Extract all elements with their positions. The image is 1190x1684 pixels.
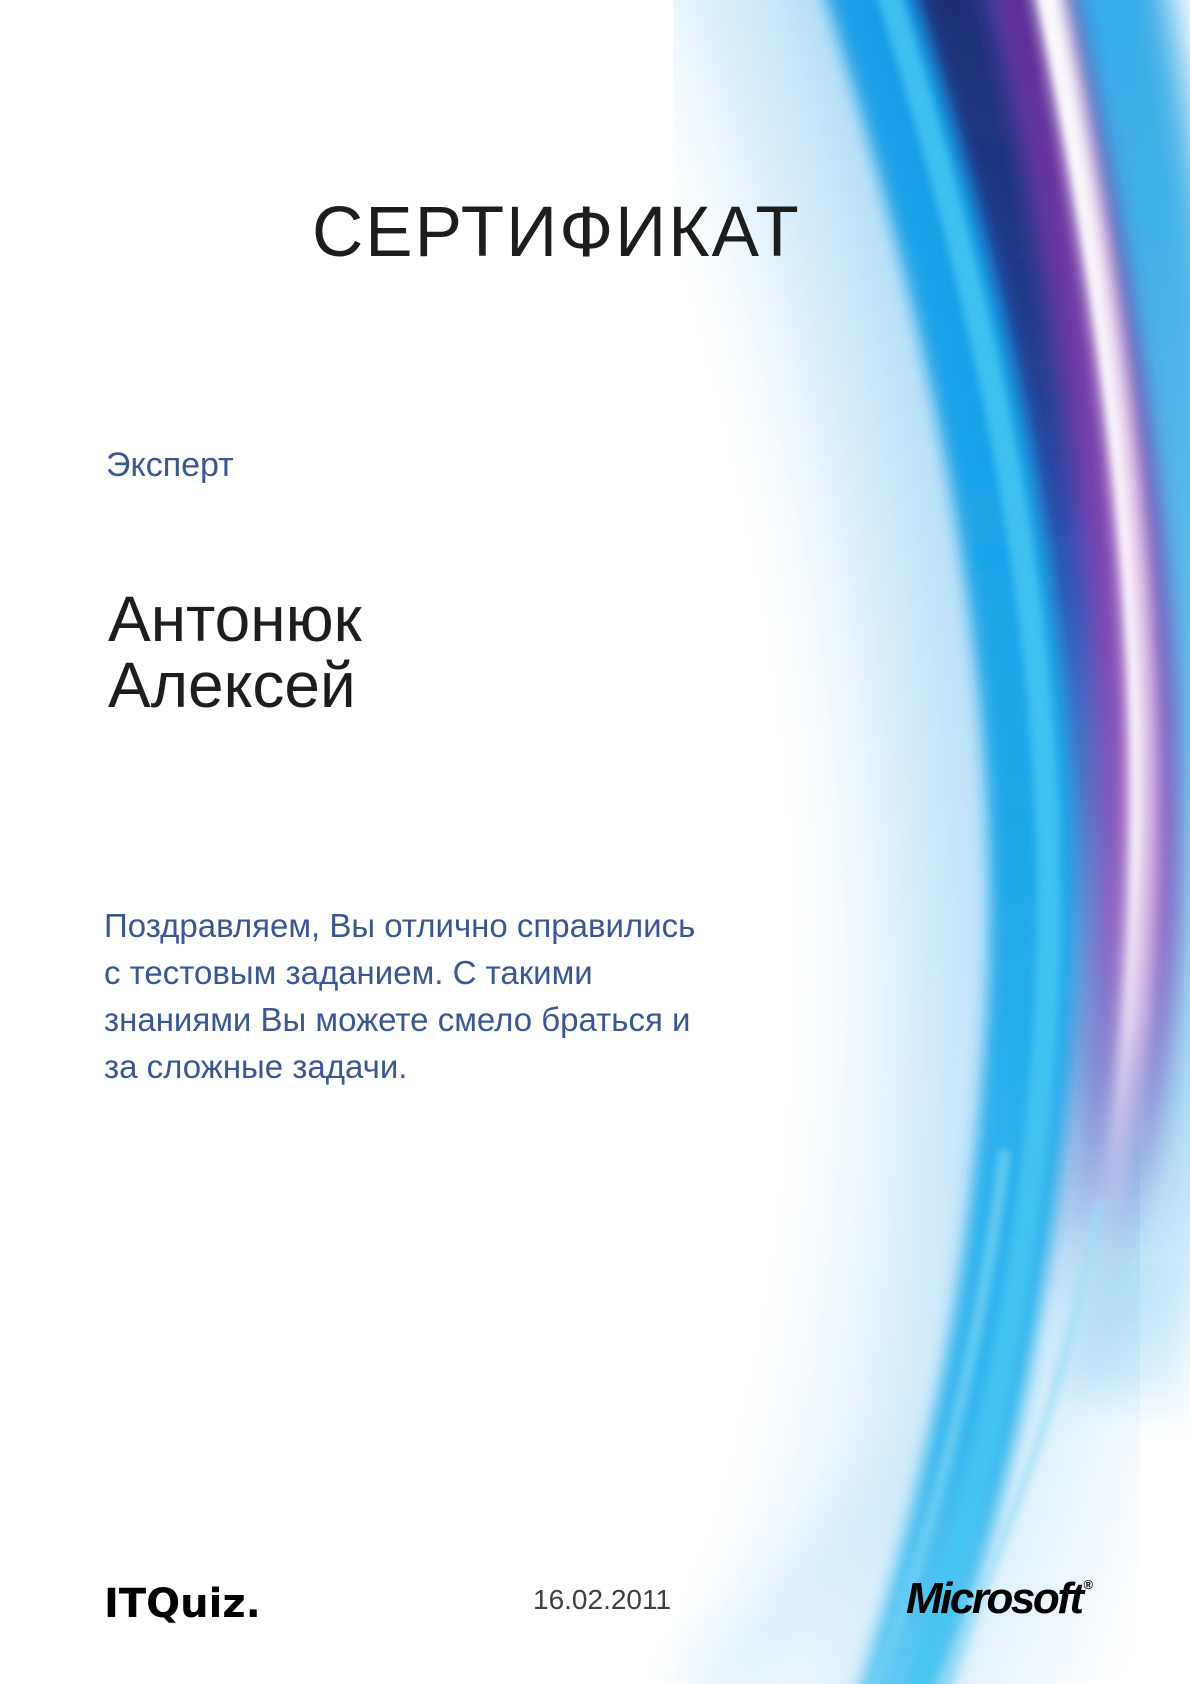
- recipient-name-line: Алексей: [108, 649, 356, 721]
- congratulation-message: [104, 902, 695, 1090]
- message-line: за сложные задачи.: [104, 1048, 408, 1085]
- certificate-level: Эксперт: [106, 446, 234, 484]
- message-line: с тестовым заданием. С такими: [104, 954, 593, 991]
- microsoft-logo: [906, 1574, 1093, 1624]
- registered-mark: ®: [1083, 1577, 1094, 1592]
- message-line: знаниями Вы можете смело браться и: [104, 1001, 691, 1038]
- certificate-title: СЕРТИФИКАТ: [312, 193, 801, 272]
- message-line: Поздравляем, Вы отлично справились: [104, 907, 696, 944]
- microsoft-wordmark: Microsoft: [906, 1574, 1082, 1623]
- itquiz-logo: ITQuiz.: [104, 1581, 261, 1627]
- recipient-name-line: Антонюк: [108, 583, 362, 655]
- recipient-name: [108, 583, 362, 721]
- issue-date: 16.02.2011: [533, 1584, 672, 1615]
